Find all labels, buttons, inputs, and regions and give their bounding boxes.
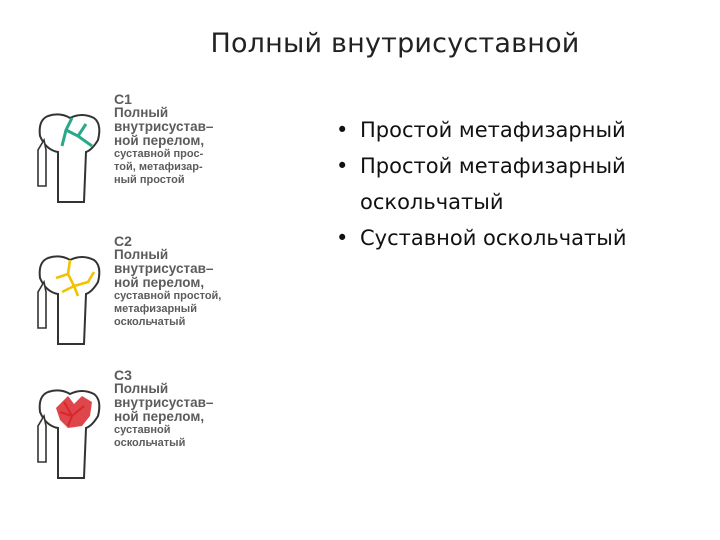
bullet-item [330,148,710,220]
fracture-line: той, метафизар- [114,161,203,173]
bullet-list [330,112,710,256]
fracture-description-c3 [114,368,213,450]
fracture-line: суставной простой, [114,290,222,302]
fracture-description-c2 [114,234,221,329]
fracture-code-c2: С2 [114,233,132,249]
bone-illustration-c2 [34,248,106,348]
fracture-line: внутрисустав– [114,261,214,276]
bullet-marker: • [336,154,349,178]
bullet-text: Простой метафизарный [360,118,626,142]
fracture-line: внутрисустав– [114,395,214,410]
bullet-marker: • [336,226,349,250]
fracture-type-c1 [26,92,256,212]
bullet-text: Простой метафизарный оскольчатый [360,154,626,214]
fracture-line: суставной [114,424,171,436]
fracture-line: оскольчатый [114,316,186,328]
fracture-line: суставной прос- [114,148,204,160]
bullet-marker: • [336,118,349,142]
fracture-line: ной перелом, [114,275,205,290]
bone-illustration-c1 [34,106,106,206]
fracture-description-c1 [114,92,213,187]
fracture-line: ной перелом, [114,409,205,424]
fracture-line: внутрисустав– [114,119,214,134]
fracture-line: ный простой [114,174,185,186]
fracture-type-c3 [26,368,256,488]
slide-title: Полный внутрисуставной [210,28,580,59]
bullet-item [330,220,710,256]
bone-illustration-c3 [34,382,106,482]
fracture-line: Полный [114,105,169,120]
bullet-item [330,112,710,148]
fracture-type-c2 [26,234,256,354]
fracture-line: метафизарный [114,303,197,315]
fracture-line: оскольчатый [114,437,186,449]
fracture-code-c1: С1 [114,91,132,107]
fracture-line: Полный [114,247,169,262]
fracture-code-c3: С3 [114,367,132,383]
fracture-classification-figure [26,92,256,472]
fracture-line: ной перелом, [114,133,205,148]
fracture-line: Полный [114,381,169,396]
bullet-text: Суставной оскольчатый [360,226,627,250]
